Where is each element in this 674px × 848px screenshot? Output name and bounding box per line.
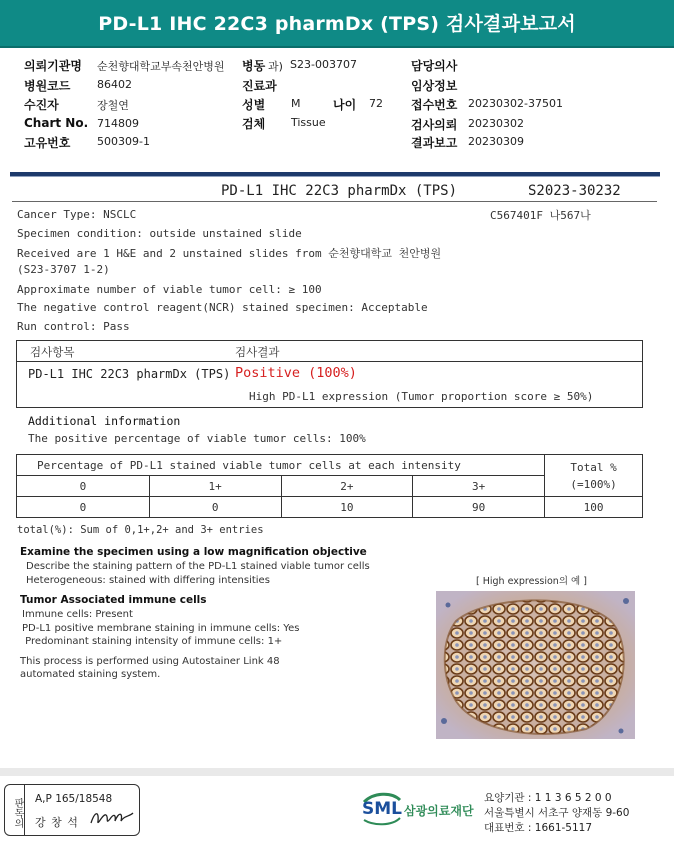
ward-suffix: 과) xyxy=(268,60,283,73)
unique-no-label: 고유번호 xyxy=(24,136,71,150)
company-address: 서울특별시 서초구 양재동 9-60 xyxy=(484,807,630,819)
total-header-cell xyxy=(545,455,643,497)
chart-no-value: 714809 xyxy=(97,117,139,130)
ward-value: S23-003707 xyxy=(290,58,357,71)
total-header-sub: (=100%) xyxy=(570,477,617,491)
intensity-total: 100 xyxy=(545,497,643,518)
patient-label: 수진자 xyxy=(24,98,59,112)
result-item: PD-L1 IHC 22C3 pharmDx (TPS) xyxy=(28,367,231,381)
patient-info-block xyxy=(0,50,674,160)
specimen-codes: C567401F 나567나 xyxy=(490,209,591,222)
intensity-column-3: 3+ xyxy=(413,476,545,497)
immune-line-1: Immune cells: Present xyxy=(22,609,133,620)
report-title-banner xyxy=(0,0,674,48)
cancer-type: Cancer Type: NSCLC xyxy=(17,208,137,221)
examine-line-2: Heterogeneous: stained with differing intensities xyxy=(26,575,270,586)
reader-id: A,P 165/18548 xyxy=(35,793,113,805)
doctor-label: 담당의사 xyxy=(411,59,458,73)
item-header: 검사항목 xyxy=(30,345,75,359)
chart-no-label: Chart No. xyxy=(24,116,89,130)
report-date-value: 20230309 xyxy=(468,135,524,148)
result-header: 검사결과 xyxy=(235,345,280,359)
reader-label: 판독의 xyxy=(5,785,25,835)
signature-icon xyxy=(89,807,135,829)
specimen-condition: Specimen condition: outside unstained slide xyxy=(17,227,302,240)
institution-label: 의뢰기관명 xyxy=(24,59,82,73)
intensity-value-0: 0 xyxy=(17,497,150,518)
additional-heading: Additional information xyxy=(28,414,181,428)
intensity-table-header: Percentage of PD-L1 stained viable tumor cells at each intensity xyxy=(17,455,545,476)
total-header: Total % xyxy=(570,460,617,474)
case-number: S2023-30232 xyxy=(528,183,621,199)
specimen-label: 검체 xyxy=(242,117,266,131)
immune-line-3: Predominant staining intensity of immune cells: 1+ xyxy=(22,636,283,647)
stained-tissue-image xyxy=(436,591,635,739)
table-note: total(%): Sum of 0,1+,2+ and 3+ entries xyxy=(17,524,264,536)
intensity-column-1: 1+ xyxy=(149,476,281,497)
result-box-divider xyxy=(16,361,643,362)
immune-line-2: PD-L1 positive membrane staining in immune cells: Yes xyxy=(22,623,300,634)
intensity-column-2: 2+ xyxy=(281,476,413,497)
footer-bar xyxy=(0,768,674,776)
process-line-2: automated staining system. xyxy=(20,669,161,680)
unique-no-value: 500309-1 xyxy=(97,135,150,148)
hospital-code-label: 병원코드 xyxy=(24,79,71,93)
request-value: 20230302 xyxy=(468,117,524,130)
receipt-value: 20230302-37501 xyxy=(468,97,563,110)
request-label: 검사의뢰 xyxy=(411,118,458,132)
phone-number: 대표번호 : 1661-5117 xyxy=(484,822,593,834)
examine-heading: Examine the specimen using a low magnification objective xyxy=(20,546,367,558)
company-name: 삼광의료재단 xyxy=(404,804,474,818)
header-underline xyxy=(12,201,657,202)
sex-label: 성별 xyxy=(242,98,266,112)
ncr-status: The negative control reagent(NCR) stained specimen: Acceptable xyxy=(17,301,428,314)
immune-heading: Tumor Associated immune cells xyxy=(20,594,207,606)
expression-level: High PD-L1 expression (Tumor proportion score ≥ 50%) xyxy=(249,390,594,403)
age-label: 나이 xyxy=(333,98,357,112)
image-caption: [ High expression의 예 ] xyxy=(476,576,587,587)
process-line-1: This process is performed using Autostainer Link 48 xyxy=(20,656,280,667)
slide-reference: (S23-3707 1-2) xyxy=(17,263,110,276)
intensity-table xyxy=(16,454,643,518)
clinical-label: 임상정보 xyxy=(411,79,458,93)
intensity-column-0: 0 xyxy=(17,476,150,497)
sml-logo xyxy=(360,790,474,830)
age-value: 72 xyxy=(369,97,383,110)
institution-code: 요양기관 : 1 1 3 6 5 2 0 0 xyxy=(484,792,612,804)
receipt-label: 접수번호 xyxy=(411,98,458,112)
ward-label: 병동 xyxy=(242,59,266,73)
dept-label: 진료과 xyxy=(242,79,277,93)
section-divider-shadow xyxy=(10,176,660,177)
intensity-value-2: 10 xyxy=(281,497,413,518)
sex-value: M xyxy=(291,97,301,110)
signature-stamp xyxy=(4,784,140,836)
hospital-code-value: 86402 xyxy=(97,78,132,91)
result-value: Positive (100%) xyxy=(235,365,357,381)
additional-text: The positive percentage of viable tumor cells: 100% xyxy=(28,432,366,445)
institution-value: 순천향대학교부속천안병원 xyxy=(97,60,225,73)
sml-logo-text: SML xyxy=(362,799,402,819)
intensity-value-1: 0 xyxy=(149,497,281,518)
specimen-value: Tissue xyxy=(291,116,326,129)
reader-name: 강 창 석 xyxy=(35,816,79,829)
intensity-value-3: 90 xyxy=(413,497,545,518)
patient-value: 장철연 xyxy=(97,99,129,112)
viable-tumor-count: Approximate number of viable tumor cell: ≥ 100 xyxy=(17,283,322,296)
examine-line-1: Describe the staining pattern of the PD-L1 stained viable tumor cells xyxy=(26,561,370,572)
test-name-heading: PD-L1 IHC 22C3 pharmDx (TPS) xyxy=(221,183,458,199)
received-slides: Received are 1 H&E and 2 unstained slides from 순천향대학교 천안병원 xyxy=(17,247,442,260)
report-date-label: 결과보고 xyxy=(411,136,458,150)
run-control: Run control: Pass xyxy=(17,320,130,333)
report-title: PD-L1 IHC 22C3 pharmDx (TPS) 검사결과보고서 xyxy=(98,13,576,35)
